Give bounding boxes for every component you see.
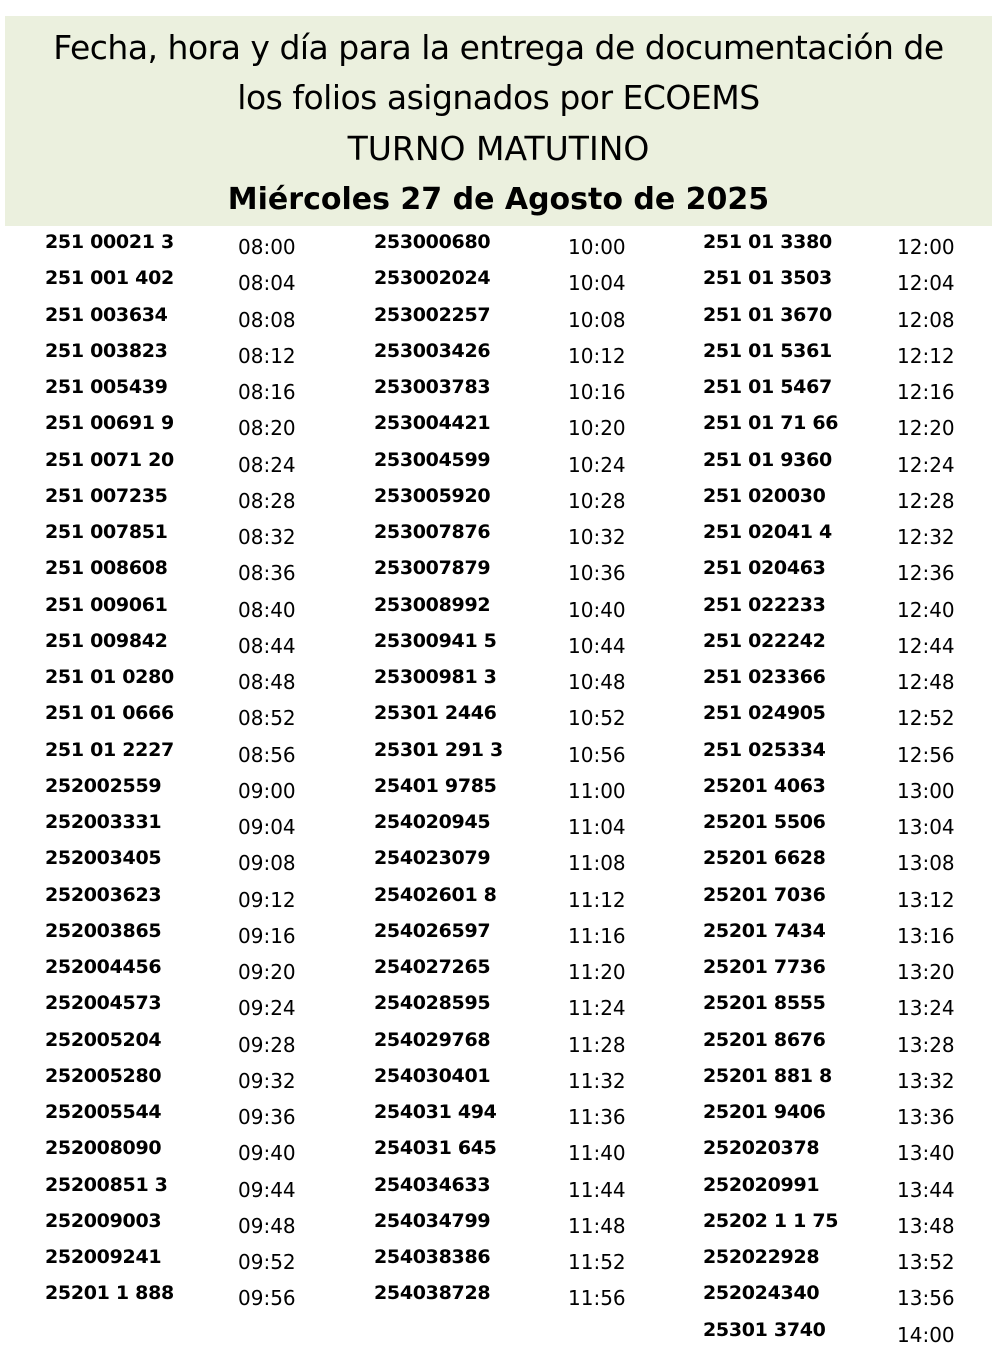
appointment-time: 08:12 [238, 343, 296, 368]
appointment-time: 09:08 [238, 851, 296, 876]
appointment-time: 13:28 [897, 1032, 955, 1057]
folio-number: 25301 3740 [703, 1318, 826, 1341]
appointment-time: 11:08 [568, 851, 626, 876]
folio-number: 251 01 71 66 [703, 412, 839, 435]
header-banner [5, 16, 992, 226]
appointment-time: 08:04 [238, 271, 296, 296]
schedule-row [0, 1281, 999, 1317]
schedule-row [0, 303, 999, 339]
appointment-time: 11:44 [568, 1177, 626, 1202]
schedule-row [0, 520, 999, 556]
schedule-row [0, 1318, 999, 1354]
appointment-time: 08:48 [238, 670, 296, 694]
appointment-time: 10:08 [568, 307, 626, 332]
folio-number: 252004456 [45, 956, 162, 978]
appointment-time: 09:56 [238, 1286, 296, 1311]
folio-number: 251 01 5467 [703, 376, 832, 398]
folio-number: 252004573 [45, 992, 162, 1015]
appointment-time: 12:08 [897, 307, 955, 332]
schedule-row [0, 846, 999, 882]
appointment-time: 13:56 [897, 1286, 955, 1311]
appointment-time: 13:24 [897, 996, 955, 1021]
appointment-time: 11:36 [568, 1105, 626, 1129]
folio-number: 251 020030 [703, 484, 826, 507]
schedule-row [0, 991, 999, 1027]
appointment-time: 08:52 [238, 706, 296, 731]
appointment-time: 11:24 [568, 996, 626, 1021]
appointment-time: 08:08 [238, 307, 296, 332]
appointment-time: 08:32 [238, 525, 296, 549]
schedule-row [0, 266, 999, 302]
folio-number: 251 024905 [703, 702, 826, 725]
folio-number: 254038728 [374, 1282, 491, 1305]
appointment-time: 08:40 [238, 597, 296, 622]
appointment-time: 13:44 [897, 1177, 955, 1202]
appointment-time: 11:52 [568, 1250, 626, 1274]
header-title-line-2: los folios asignados por ECOEMS [237, 78, 760, 117]
folio-number: 252008090 [45, 1137, 162, 1160]
appointment-time: 12:44 [897, 633, 955, 658]
folio-number: 25201 8555 [703, 992, 826, 1015]
folio-number: 253002257 [374, 303, 491, 326]
folio-number: 253003426 [374, 339, 491, 362]
folio-number: 251 022242 [703, 629, 826, 652]
folio-number: 254023079 [374, 847, 491, 870]
folio-number: 25300981 3 [374, 666, 497, 688]
folio-number: 253008992 [374, 593, 491, 616]
schedule-row [0, 629, 999, 665]
folio-number: 253007879 [374, 557, 491, 580]
folio-number: 25402601 8 [374, 883, 497, 906]
appointment-time: 11:32 [568, 1068, 626, 1093]
appointment-time: 10:00 [568, 235, 626, 259]
schedule-row [0, 1028, 999, 1064]
folio-number: 251 001 402 [45, 267, 174, 290]
appointment-time: 08:56 [238, 742, 296, 767]
folio-number: 25201 881 8 [703, 1064, 832, 1087]
appointment-time: 12:40 [897, 597, 955, 622]
appointment-time: 11:40 [568, 1141, 626, 1166]
appointment-time: 12:28 [897, 488, 955, 513]
appointment-time: 13:52 [897, 1250, 955, 1274]
appointment-time: 12:56 [897, 742, 955, 767]
date-label: Miércoles 27 de Agosto de 2025 [227, 182, 770, 217]
folio-number: 253004599 [374, 448, 491, 471]
folio-number: 253004421 [374, 412, 491, 435]
appointment-time: 12:48 [897, 670, 955, 694]
appointment-time: 13:40 [897, 1141, 955, 1166]
appointment-time: 11:12 [568, 887, 626, 912]
schedule-row [0, 701, 999, 737]
appointment-time: 09:32 [238, 1068, 296, 1093]
appointment-time: 11:28 [568, 1032, 626, 1057]
appointment-time: 12:16 [897, 380, 955, 404]
appointment-time: 09:28 [238, 1032, 296, 1057]
appointment-time: 11:48 [568, 1213, 626, 1238]
appointment-time: 12:04 [897, 271, 955, 296]
folio-number: 252020991 [703, 1173, 820, 1196]
folio-number: 252003405 [45, 847, 162, 870]
appointment-time: 08:28 [238, 488, 296, 513]
folio-number: 251 01 5361 [703, 339, 832, 362]
folio-number: 254034799 [374, 1209, 491, 1232]
folio-number: 251 009061 [45, 593, 168, 616]
folio-number: 25201 6628 [703, 847, 826, 870]
appointment-time: 11:20 [568, 960, 626, 984]
schedule-row [0, 883, 999, 919]
folio-number: 251 01 0666 [45, 702, 174, 725]
folio-number: 251 01 3503 [703, 267, 832, 290]
folio-number: 253007876 [374, 521, 491, 543]
schedule-row [0, 230, 999, 266]
folio-number: 254031 645 [374, 1137, 497, 1160]
appointment-time: 09:48 [238, 1213, 296, 1238]
folio-number: 25202 1 1 75 [703, 1209, 839, 1232]
appointment-time: 09:36 [238, 1105, 296, 1129]
folio-number: 251 01 2227 [45, 738, 174, 761]
folio-number: 251 01 3670 [703, 303, 832, 326]
folio-number: 251 008608 [45, 557, 168, 580]
appointment-time: 10:40 [568, 597, 626, 622]
folio-number: 251 01 3380 [703, 231, 832, 253]
schedule-row [0, 919, 999, 955]
schedule-row [0, 375, 999, 411]
shift-label: TURNO MATUTINO [347, 129, 650, 168]
folio-number: 253000680 [374, 231, 491, 253]
schedule-row [0, 593, 999, 629]
folio-number: 252020378 [703, 1137, 820, 1160]
appointment-time: 11:16 [568, 923, 626, 948]
appointment-time: 12:12 [897, 343, 955, 368]
appointment-time: 12:36 [897, 561, 955, 586]
schedule-row [0, 955, 999, 991]
folio-number: 251 007851 [45, 521, 168, 543]
appointment-time: 13:48 [897, 1213, 955, 1238]
folio-number: 25201 8676 [703, 1028, 826, 1051]
schedule-row [0, 484, 999, 520]
folio-number: 254030401 [374, 1064, 491, 1087]
schedule-row [0, 1209, 999, 1245]
folio-number: 251 025334 [703, 738, 826, 761]
appointment-time: 13:04 [897, 815, 955, 839]
schedule-row [0, 1064, 999, 1100]
schedule-row [0, 665, 999, 701]
folio-number: 251 007235 [45, 484, 168, 507]
appointment-time: 13:32 [897, 1068, 955, 1093]
schedule-row [0, 738, 999, 774]
folio-number: 25201 7736 [703, 956, 826, 978]
folio-number: 254020945 [374, 811, 491, 833]
folio-number: 254038386 [374, 1246, 491, 1268]
folio-number: 252005544 [45, 1101, 162, 1123]
schedule-row [0, 339, 999, 375]
folio-number: 25201 4063 [703, 774, 826, 797]
folio-number: 252009003 [45, 1209, 162, 1232]
appointment-time: 08:16 [238, 380, 296, 404]
folio-number: 251 0071 20 [45, 448, 174, 471]
header-title-line-1: Fecha, hora y día para la entrega de documentación de [53, 28, 944, 67]
appointment-time: 10:20 [568, 416, 626, 441]
appointment-time: 10:28 [568, 488, 626, 513]
appointment-time: 10:36 [568, 561, 626, 586]
appointment-time: 10:44 [568, 633, 626, 658]
appointment-time: 11:04 [568, 815, 626, 839]
folio-number: 254034633 [374, 1173, 491, 1196]
appointment-time: 09:04 [238, 815, 296, 839]
appointment-time: 10:12 [568, 343, 626, 368]
appointment-time: 10:16 [568, 380, 626, 404]
folio-number: 251 003823 [45, 339, 168, 362]
folio-number: 251 003634 [45, 303, 168, 326]
folio-number: 252003331 [45, 811, 162, 833]
appointment-time: 09:44 [238, 1177, 296, 1202]
appointment-time: 09:20 [238, 960, 296, 984]
folio-number: 251 00021 3 [45, 231, 174, 253]
folio-number: 251 005439 [45, 376, 168, 398]
appointment-time: 08:20 [238, 416, 296, 441]
appointment-time: 09:40 [238, 1141, 296, 1166]
appointment-time: 11:56 [568, 1286, 626, 1311]
folio-number: 252005204 [45, 1028, 162, 1051]
folio-number: 252005280 [45, 1064, 162, 1087]
folio-number: 25201 9406 [703, 1101, 826, 1123]
folio-number: 254026597 [374, 919, 491, 942]
schedule-row [0, 1136, 999, 1172]
appointment-time: 13:16 [897, 923, 955, 948]
schedule-row [0, 1100, 999, 1136]
folio-number: 25201 1 888 [45, 1282, 174, 1305]
folio-number: 25200851 3 [45, 1173, 168, 1196]
folio-number: 254027265 [374, 956, 491, 978]
appointment-time: 14:00 [897, 1322, 955, 1347]
appointment-time: 13:12 [897, 887, 955, 912]
appointment-time: 10:48 [568, 670, 626, 694]
folio-number: 25201 5506 [703, 811, 826, 833]
appointment-time: 10:52 [568, 706, 626, 731]
schedule-row [0, 1245, 999, 1281]
schedule-row [0, 448, 999, 484]
folio-number: 25300941 5 [374, 629, 497, 652]
appointment-time: 13:20 [897, 960, 955, 984]
folio-number: 251 00691 9 [45, 412, 174, 435]
folio-number: 25401 9785 [374, 774, 497, 797]
folio-number: 252024340 [703, 1282, 820, 1305]
schedule-row [0, 411, 999, 447]
appointment-time: 08:44 [238, 633, 296, 658]
appointment-time: 08:24 [238, 452, 296, 477]
schedule-table [0, 230, 999, 1354]
folio-number: 252022928 [703, 1246, 820, 1268]
appointment-time: 10:32 [568, 525, 626, 549]
appointment-time: 09:00 [238, 778, 296, 803]
folio-number: 25201 7036 [703, 883, 826, 906]
appointment-time: 09:52 [238, 1250, 296, 1274]
folio-number: 251 020463 [703, 557, 826, 580]
schedule-row [0, 774, 999, 810]
folio-number: 25301 2446 [374, 702, 497, 725]
folio-number: 25201 7434 [703, 919, 826, 942]
appointment-time: 09:24 [238, 996, 296, 1021]
appointment-time: 09:16 [238, 923, 296, 948]
folio-number: 253003783 [374, 376, 491, 398]
appointment-time: 13:00 [897, 778, 955, 803]
folio-number: 254031 494 [374, 1101, 497, 1123]
appointment-time: 08:36 [238, 561, 296, 586]
schedule-row [0, 1173, 999, 1209]
folio-number: 251 022233 [703, 593, 826, 616]
appointment-time: 13:08 [897, 851, 955, 876]
appointment-time: 12:52 [897, 706, 955, 731]
folio-number: 251 01 9360 [703, 448, 832, 471]
appointment-time: 10:24 [568, 452, 626, 477]
appointment-time: 12:24 [897, 452, 955, 477]
folio-number: 251 01 0280 [45, 666, 174, 688]
folio-number: 252003623 [45, 883, 162, 906]
folio-number: 251 009842 [45, 629, 168, 652]
folio-number: 254029768 [374, 1028, 491, 1051]
folio-number: 252003865 [45, 919, 162, 942]
schedule-row [0, 556, 999, 592]
appointment-time: 11:00 [568, 778, 626, 803]
appointment-time: 10:04 [568, 271, 626, 296]
appointment-time: 10:56 [568, 742, 626, 767]
folio-number: 252002559 [45, 774, 162, 797]
appointment-time: 12:00 [897, 235, 955, 259]
appointment-time: 12:32 [897, 525, 955, 549]
folio-number: 251 02041 4 [703, 521, 832, 543]
folio-number: 253002024 [374, 267, 491, 290]
appointment-time: 13:36 [897, 1105, 955, 1129]
appointment-time: 08:00 [238, 235, 296, 259]
folio-number: 253005920 [374, 484, 491, 507]
folio-number: 251 023366 [703, 666, 826, 688]
folio-number: 25301 291 3 [374, 738, 503, 761]
folio-number: 254028595 [374, 992, 491, 1015]
appointment-time: 09:12 [238, 887, 296, 912]
appointment-time: 12:20 [897, 416, 955, 441]
schedule-row [0, 810, 999, 846]
folio-number: 252009241 [45, 1246, 162, 1268]
